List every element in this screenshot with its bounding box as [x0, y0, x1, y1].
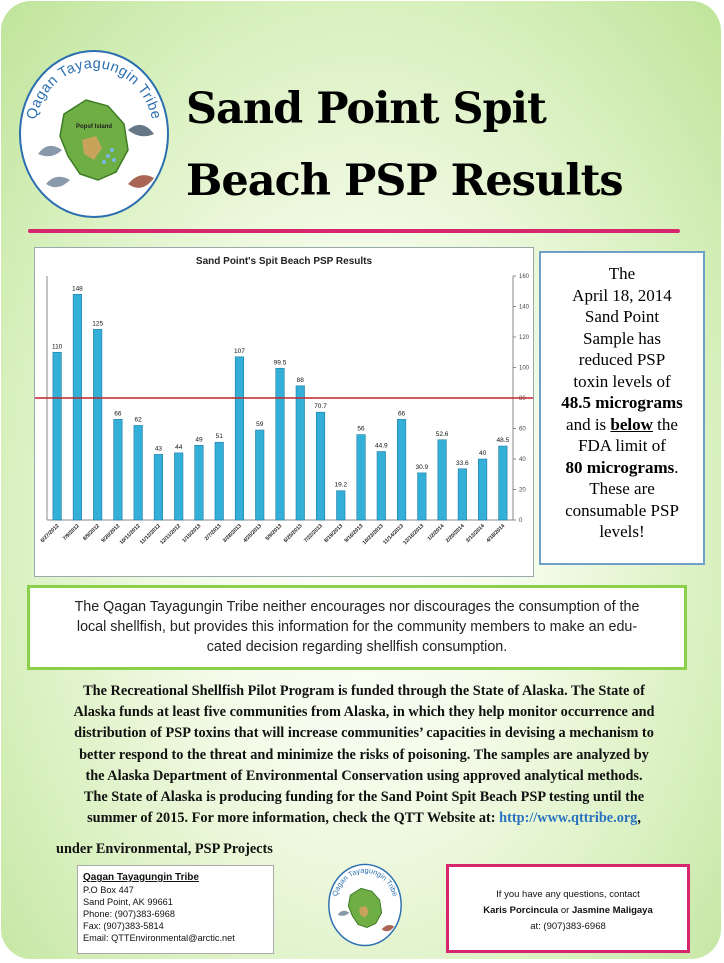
- bar-value-label: 70.7: [314, 403, 327, 411]
- bar: [377, 452, 386, 520]
- y-tick-label: 20: [519, 487, 526, 494]
- bar-value-label: 107: [234, 347, 245, 355]
- category-label: 12/16/2013: [402, 523, 426, 547]
- questions-line: If you have any questions, contact: [496, 889, 640, 900]
- result-line: .: [674, 457, 679, 477]
- result-date: April 18, 2014: [572, 285, 672, 305]
- program-line: The State of Alaska is producing funding for the Sand Point Spit Beach PSP testing until the: [83, 789, 645, 806]
- bar-value-label: 52.6: [435, 430, 449, 438]
- result-line: reduced PSP: [578, 350, 666, 369]
- category-label: 4/18/2014: [485, 523, 507, 545]
- result-line: toxin levels of: [573, 371, 671, 391]
- program-line: the Alaska Department of Environmental Conservation using approved analytical methods.: [85, 767, 643, 784]
- psp-bar-chart: [35, 248, 533, 576]
- bar-value-label: 19.2: [334, 481, 348, 489]
- contact-fax: Fax: (907)383-5814: [83, 921, 164, 931]
- bar-value-label: 33.6: [456, 459, 469, 467]
- questions-phone: at: (907)383-6968: [530, 921, 606, 932]
- category-label: 11/12/2012: [139, 523, 162, 546]
- result-value: 48.5 micrograms: [561, 393, 683, 412]
- category-label: 12/11/2012: [159, 523, 183, 546]
- bar-value-label: 110: [51, 343, 63, 351]
- bar: [397, 419, 406, 520]
- page-title-line1: Sand Point Spit: [186, 84, 546, 134]
- y-tick-label: 0: [519, 518, 523, 524]
- result-line: These are: [589, 479, 655, 498]
- category-label: 10/23/2013: [361, 523, 385, 547]
- bar-value-label: 88: [296, 376, 304, 384]
- disclaimer-line: local shellfish, but provides this information for the community members to make an edu-: [76, 619, 638, 635]
- disclaimer-line: The Qagan Tayagungin Tribe neither encourages nor discourages the consumption of the: [74, 599, 640, 615]
- chart-title: Sand Point's Spit Beach PSP Results: [195, 256, 373, 267]
- bar: [296, 386, 305, 520]
- program-line: The Recreational Shellfish Pilot Program is funded through the State of Alaska. The State of: [83, 683, 645, 699]
- contact-email[interactable]: Email: QTTEnvironmental@arctic.net: [83, 933, 235, 943]
- program-line: summer of 2015. For more information, check the QTT Website at:: [87, 810, 500, 827]
- result-line: Sample has: [583, 328, 661, 348]
- fda-limit: 80 micrograms: [565, 457, 675, 477]
- questions-box: [446, 864, 690, 953]
- result-line: levels!: [599, 522, 645, 541]
- result-line: consumable PSP: [565, 500, 679, 520]
- bar: [438, 440, 447, 520]
- questions-or: or: [558, 905, 572, 916]
- program-line: ,: [637, 810, 641, 827]
- category-label: 6/27/2012: [39, 523, 61, 545]
- bar: [235, 357, 244, 520]
- category-label: 9/20/2012: [100, 523, 122, 545]
- bar: [316, 412, 325, 520]
- category-label: 1/15/2013: [181, 523, 203, 545]
- category-label: 8/9/2012: [82, 523, 102, 542]
- bar: [458, 469, 467, 520]
- y-tick-label: 60: [519, 426, 526, 433]
- bar: [154, 454, 163, 520]
- category-label: 2/20/2014: [444, 523, 466, 545]
- program-line: distribution of PSP toxins that will increase communities’ capacities in devising a mechanism to: [74, 725, 654, 742]
- bar: [255, 430, 264, 520]
- bar: [215, 442, 224, 520]
- bar: [337, 491, 346, 520]
- program-line-last: under Environmental, PSP Projects: [56, 841, 273, 857]
- psp-chart: [34, 247, 534, 577]
- category-label: 9/16/2013: [343, 523, 365, 545]
- category-label: 3/28/2013: [221, 523, 243, 545]
- logo-text-small: Qagan Tayagungin Tribe: [330, 865, 400, 898]
- result-line: the: [652, 414, 678, 434]
- contact-person-2: Jasmine Maligaya: [571, 905, 653, 916]
- bar-value-label: 30.9: [415, 463, 429, 471]
- category-label: 4/25/2013: [242, 523, 264, 545]
- result-line: and is: [566, 414, 611, 434]
- category-label: 8/19/2013: [323, 523, 345, 545]
- tribe-logo-small: [326, 861, 404, 947]
- bar-value-label: 62: [134, 416, 142, 424]
- result-line: FDA limit of: [578, 436, 666, 455]
- bar-value-label: 125: [92, 320, 104, 328]
- disclaimer-line: cated decision regarding shellfish consumption.: [206, 639, 508, 655]
- contact-city: Sand Point, AK 99661: [83, 897, 173, 907]
- bar: [134, 425, 143, 520]
- tribe-logo: [16, 44, 172, 220]
- y-tick-label: 100: [519, 365, 530, 372]
- bar-value-label: 99.5: [273, 359, 287, 367]
- bar-value-label: 59: [256, 421, 264, 429]
- program-line: better respond to the threat and minimize the risks of poisoning. The samples are analyzed by: [79, 746, 649, 763]
- result-callout: [539, 251, 705, 565]
- category-label: 11/14/2013: [382, 523, 405, 546]
- bar: [499, 446, 508, 520]
- bar-value-label: 51: [215, 433, 223, 441]
- category-label: 2/7/2013: [203, 523, 223, 542]
- y-tick-label: 160: [519, 274, 530, 280]
- bar-value-label: 44.9: [374, 442, 388, 450]
- bar: [478, 459, 487, 520]
- category-label: 3/13/2014: [465, 523, 487, 545]
- page-title-line2: Beach PSP Results: [186, 156, 623, 206]
- program-paragraph: [36, 681, 692, 829]
- category-label: 7/9/2012: [61, 523, 81, 542]
- category-label: 10/11/2012: [118, 523, 142, 546]
- title-divider: [28, 229, 680, 233]
- bar: [93, 329, 102, 520]
- logo-island-label: Popof Island: [76, 124, 112, 130]
- contact-phone: Phone: (907)383-6968: [83, 909, 175, 919]
- program-line: Alaska funds at least five communities from Alaska, in which they help monitor occurrence and: [73, 704, 655, 721]
- contact-person-1: Karis Porcincula: [483, 905, 559, 916]
- bar-value-label: 48.5: [496, 437, 510, 445]
- bar-value-label: 66: [397, 410, 406, 418]
- bar: [357, 435, 366, 520]
- y-tick-label: 140: [519, 304, 530, 311]
- category-label: 1/2/2014: [426, 523, 446, 542]
- result-line: Sand Point: [584, 307, 660, 326]
- y-tick-label: 40: [519, 457, 526, 463]
- category-label: 6/25/2013: [282, 523, 304, 545]
- contact-box: [77, 865, 274, 954]
- bar: [174, 453, 183, 520]
- y-tick-label: 120: [519, 335, 530, 341]
- category-label: 7/22/2013: [303, 523, 324, 545]
- category-label: 5/9/2013: [264, 523, 284, 542]
- bar: [53, 352, 62, 520]
- bar-value-label: 43: [154, 445, 163, 453]
- bar-value-label: 66: [114, 410, 122, 418]
- result-below: below: [610, 414, 653, 434]
- bar-value-label: 44: [175, 443, 183, 451]
- contact-address: P.O Box 447: [83, 885, 134, 895]
- bar-value-label: 40: [478, 450, 487, 457]
- website-link[interactable]: http://www.qttribe.org: [499, 810, 638, 827]
- disclaimer-box: [27, 585, 687, 670]
- contact-org: Qagan Tayagungin Tribe: [83, 872, 199, 883]
- bar: [418, 473, 427, 520]
- bar: [276, 368, 285, 520]
- bar: [73, 294, 82, 520]
- result-line: The: [608, 264, 636, 283]
- logo-text: Qagan Tayagungin Tribe: [23, 55, 165, 122]
- bar: [195, 445, 204, 520]
- y-tick-label: 80: [519, 396, 526, 402]
- bar-value-label: 56: [357, 425, 365, 433]
- bar-value-label: 49: [195, 436, 203, 444]
- bar-value-label: 148: [71, 285, 83, 293]
- bar: [114, 419, 123, 520]
